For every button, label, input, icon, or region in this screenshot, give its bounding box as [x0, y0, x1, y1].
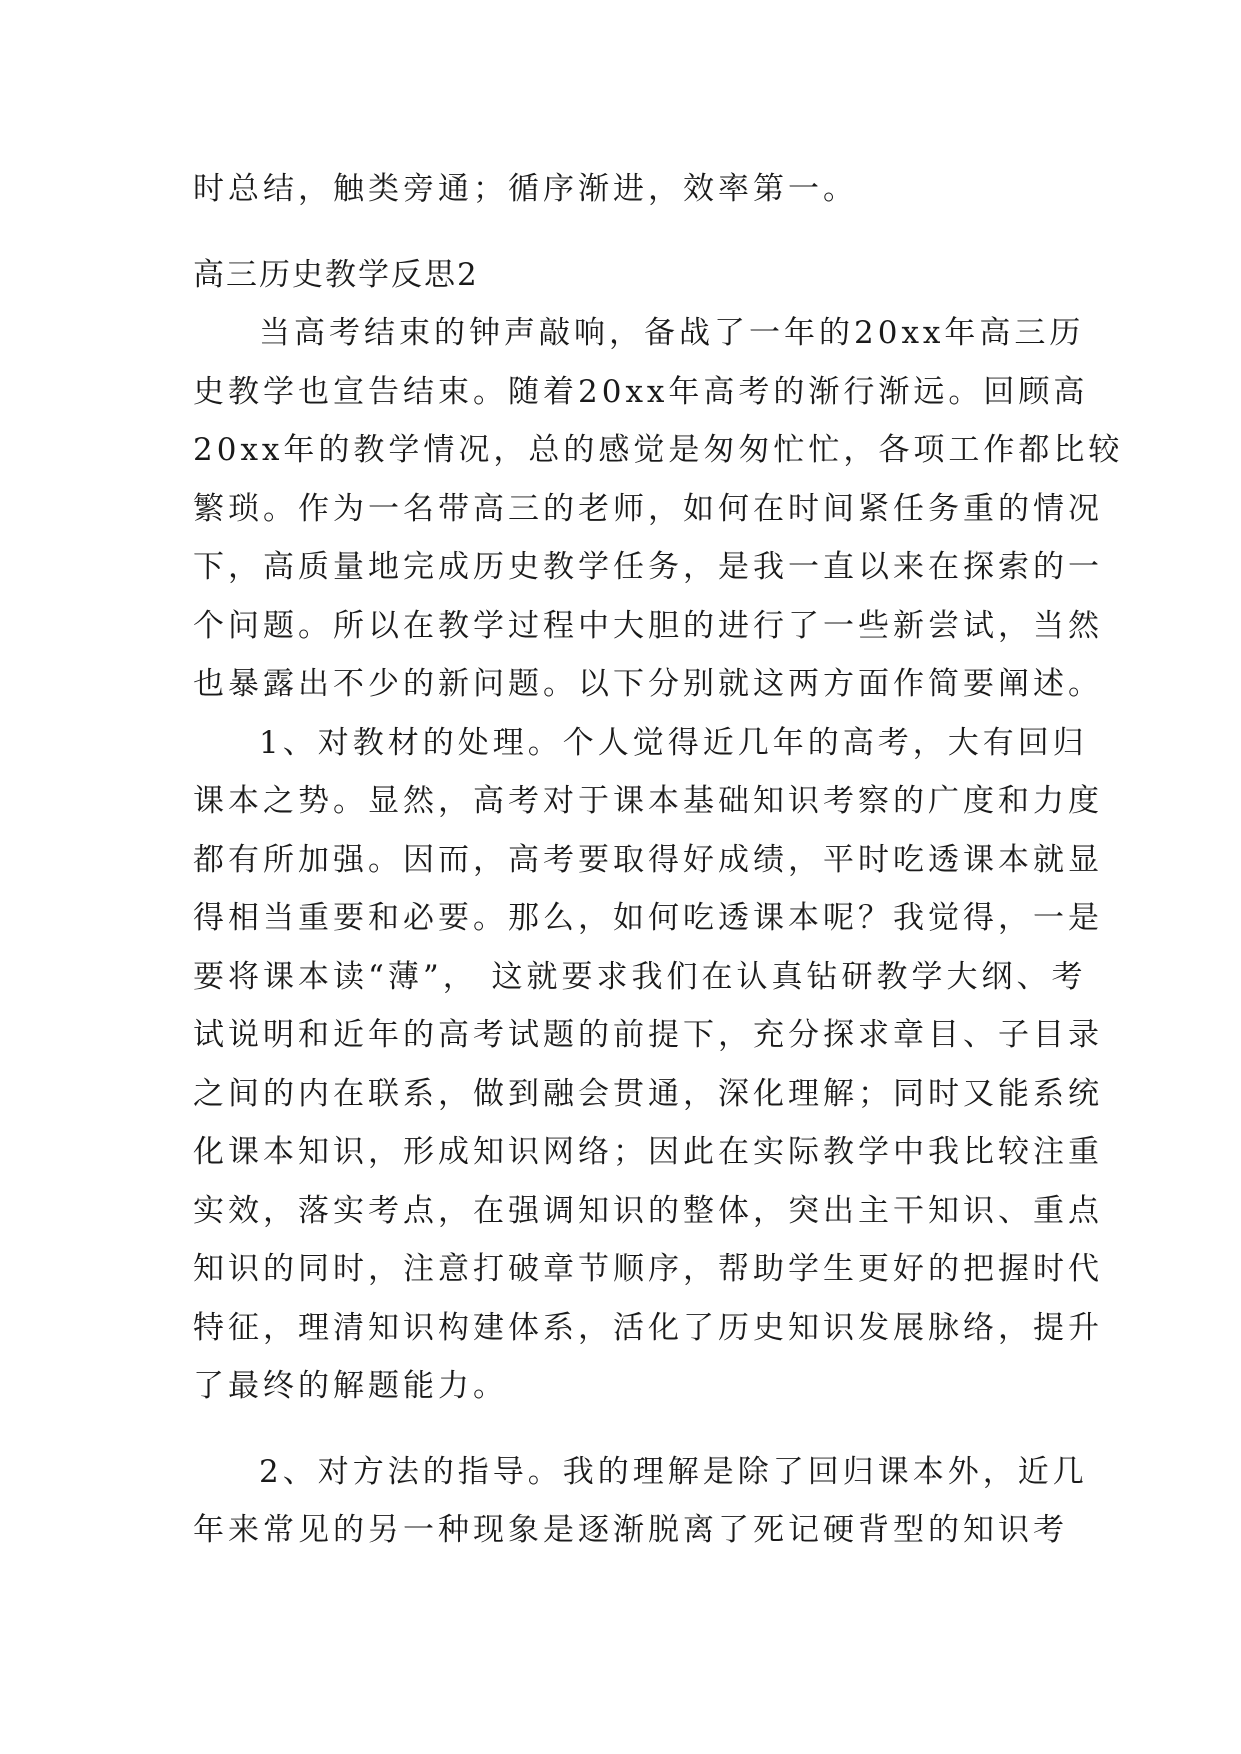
paragraph-line: 试说明和近年的高考试题的前提下，充分探求章目、子目录	[193, 1017, 1103, 1053]
paragraph-line: 当高考结束的钟声敲响，备战了一年的20xx年高三历	[259, 315, 1085, 351]
paragraph-line: 化课本知识，形成知识网络；因此在实际教学中我比较注重	[193, 1134, 1103, 1170]
paragraph-line: 要将课本读“薄”， 这就要求我们在认真钻研教学大纲、考	[193, 958, 1087, 995]
paragraph-line: 了最终的解题能力。	[193, 1368, 508, 1404]
paragraph-line: 课本之势。显然，高考对于课本基础知识考察的广度和力度	[193, 783, 1103, 819]
paragraph-line: 1、对教材的处理。个人觉得近几年的高考，大有回归	[259, 724, 1088, 761]
section-title: 高三历史教学反思2	[193, 256, 479, 293]
continuation-line: 时总结，触类旁通；循序渐进，效率第一。	[193, 171, 858, 207]
paragraph-line: 知识的同时，注意打破章节顺序，帮助学生更好的把握时代	[193, 1251, 1103, 1287]
paragraph-line: 史教学也宣告结束。随着20xx年高考的渐行渐远。回顾高	[193, 373, 1089, 410]
paragraph-line: 得相当重要和必要。那么，如何吃透课本呢？我觉得，一是	[193, 900, 1103, 936]
paragraph-line: 下，高质量地完成历史教学任务，是我一直以来在探索的一	[193, 549, 1103, 585]
paragraph-textbook	[193, 714, 1103, 1416]
paragraph-line: 之间的内在联系，做到融会贯通，深化理解；同时又能系统	[193, 1075, 1103, 1112]
paragraph-line: 个问题。所以在教学过程中大胆的进行了一些新尝试，当然	[193, 607, 1103, 644]
paragraph-line: 繁琐。作为一名带高三的老师，如何在时间紧任务重的情况	[193, 490, 1103, 527]
paragraph-line: 都有所加强。因而，高考要取得好成绩，平时吃透课本就显	[193, 841, 1103, 878]
paragraph-line: 也暴露出不少的新问题。以下分别就这两方面作简要阐述。	[193, 666, 1103, 702]
paragraph-intro	[193, 304, 1124, 714]
paragraph-method	[193, 1443, 1088, 1560]
document-body	[193, 160, 1124, 1560]
paragraph-line: 20xx年的教学情况，总的感觉是匆匆忙忙，各项工作都比较	[193, 432, 1124, 468]
paragraph-line: 实效，落实考点，在强调知识的整体，突出主干知识、重点	[193, 1192, 1103, 1229]
paragraph-line: 年来常见的另一种现象是逐渐脱离了死记硬背型的知识考	[193, 1512, 1068, 1548]
paragraph-line: 特征，理清知识构建体系，活化了历史知识发展脉络，提升	[193, 1309, 1103, 1346]
paragraph-line: 2、对方法的指导。我的理解是除了回归课本外，近几	[259, 1453, 1088, 1490]
